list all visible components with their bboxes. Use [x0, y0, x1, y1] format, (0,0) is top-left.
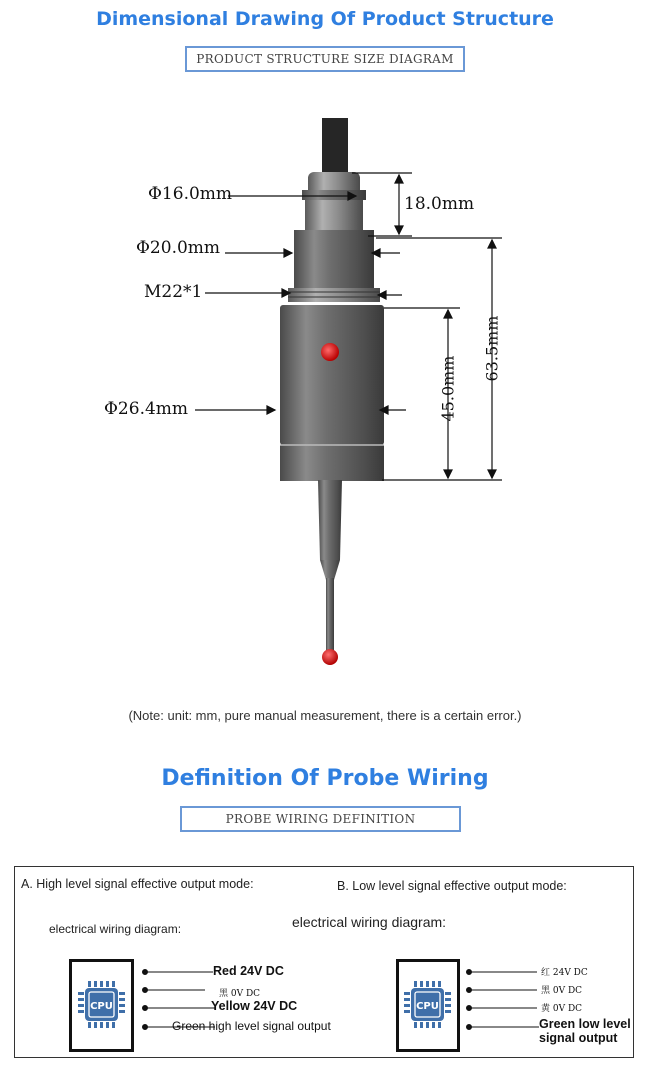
probe-body	[280, 305, 384, 445]
probe-cable	[322, 118, 348, 178]
dim-phi26: Φ26.4mm	[104, 399, 189, 419]
probe-thread	[288, 288, 380, 302]
wire-b-red: 红 24V DC	[541, 968, 588, 978]
mode-b-subheading: electrical wiring diagram:	[292, 914, 447, 930]
cpu-box-a	[69, 959, 134, 1052]
dim-m22: M22*1	[144, 282, 203, 302]
page-title: Dimensional Drawing Of Product Structure	[96, 8, 554, 30]
wire-a-green: Green high level signal output	[172, 1019, 331, 1033]
probe-stylus	[318, 480, 342, 560]
wire-b-yellow: 黄 0V DC	[541, 1004, 583, 1014]
mode-a-subheading: electrical wiring diagram:	[49, 922, 182, 936]
mode-a-heading: A. High level signal effective output mode:	[21, 877, 254, 891]
dim-len18: 18.0mm	[404, 194, 475, 214]
dim-phi20: Φ20.0mm	[136, 238, 221, 258]
svg-text:CPU: CPU	[90, 1001, 113, 1012]
probe-collar	[294, 230, 374, 290]
product-drawing	[0, 90, 650, 690]
dim-phi16: Φ16.0mm	[148, 184, 233, 204]
dim-len45: 45.0mm	[438, 355, 458, 422]
svg-text:CPU: CPU	[416, 1001, 439, 1012]
wiring-panel	[14, 866, 634, 1058]
probe-led	[321, 343, 339, 361]
wire-a-red: Red 24V DC	[213, 964, 284, 978]
cpu-chip-icon	[399, 962, 457, 1049]
probe-tip-ball	[322, 649, 338, 665]
cpu-box-b	[396, 959, 460, 1052]
mode-b-heading: B. Low level signal effective output mode:	[337, 879, 567, 893]
wiring-subtitle-box: PROBE WIRING DEFINITION	[180, 806, 461, 832]
wire-b-black: 黑 0V DC	[541, 986, 583, 996]
section-subtitle-box: PRODUCT STRUCTURE SIZE DIAGRAM	[185, 46, 465, 72]
wire-a-black: 黑 0V DC	[219, 989, 261, 999]
wire-b-green: Green low level signal output	[539, 1017, 631, 1045]
wiring-title: Definition Of Probe Wiring	[161, 766, 489, 791]
wire-a-yellow: Yellow 24V DC	[211, 999, 298, 1013]
cpu-chip-icon	[72, 962, 131, 1049]
dim-len63: 63.5mm	[482, 315, 502, 382]
measurement-note: (Note: unit: mm, pure manual measurement, there is a certain error.)	[128, 708, 522, 723]
